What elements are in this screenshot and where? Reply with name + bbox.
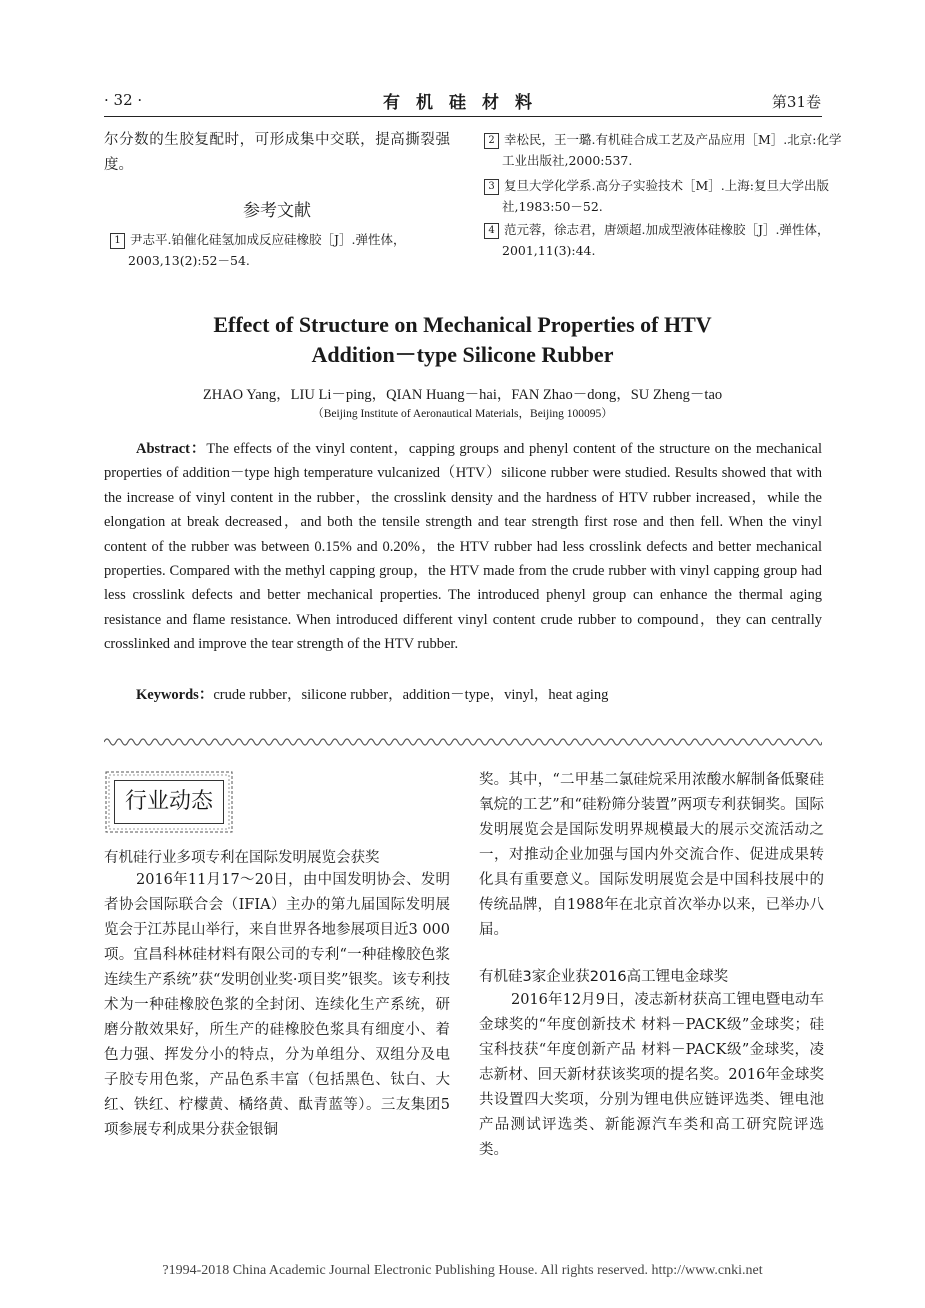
volume-label: 第31卷 — [771, 93, 821, 111]
abstract — [104, 437, 822, 657]
abstract-text: The effects of the vinyl content，capping groups and phenyl content of the structure on the mechanical properties of addition－type high temperature vulcanized（HTV）silicone rubber were studied. Results showed that with the increase of vinyl content in the rubber，the crosslink density and the hardness of HTV rubber increased，while the elongation at break decreased，and both the tensile strength and tear strength first rose and then fell. When the vinyl content of the rubber was between 0.15% and 0.20%，the HTV rubber had less crosslink defects and better mechanical properties. Compared with the methyl capping group，the HTV made from the crude rubber with vinyl capping group had less crosslink defects and better mechanical properties. The introduced phenyl group can enhance the thermal aging resistance and flame resistance. When introduced different vinyl content crude rubber to compound，they can centrally crosslinked and improve the tear strength of the HTV rubber. — [104, 441, 822, 653]
english-title-line2: Addition－type Silicone Rubber — [311, 342, 614, 367]
news-item2-title: 有机硅3家企业获2016高工锂电金球奖 — [479, 969, 729, 985]
reference-number: 4 — [484, 223, 499, 239]
reference-text: 复旦大学化学系.高分子实验技术［M］.上海:复旦大学出版社,1983:50－52. — [502, 178, 829, 214]
reference-item — [484, 130, 842, 171]
reference-text: 幸松民，王一璐.有机硅合成工艺及产品应用［M］.北京:化学工业出版社,2000:537. — [502, 132, 842, 168]
copyright-footer: ?1994-2018 China Academic Journal Electronic Publishing House. All rights reserved. http://www.cnki.net — [162, 1263, 763, 1278]
reference-item — [110, 230, 468, 271]
reference-item — [484, 176, 842, 217]
news-section-box — [104, 770, 234, 834]
journal-name: 有机硅材料 — [383, 93, 548, 113]
wavy-separator — [104, 736, 822, 748]
authors: ZHAO Yang，LIU Li－ping，QIAN Huang－hai，FAN Zhao－dong，SU Zheng－tao — [202, 387, 723, 403]
keywords-label: Keywords： — [136, 687, 214, 703]
news-item2-body: 2016年12月9日，凌志新材获高工锂电暨电动车金球奖的“年度创新技术 材料－PACK级”金球奖；硅宝科技获“年度创新产品 材料－PACK级”金球奖，凌志新材、回天新材获该奖项的提名奖。2016年金球奖共设置四大奖项，分别为锂电供应链评选类、锂电池产品测试评选类、新能源汽车类和高工研究院评选类。 — [479, 992, 824, 1158]
news-item1-body-right: 奖。其中，“二甲基二氯硅烷采用浓酸水解制备低聚硅氧烷的工艺”和“硅粉筛分装置”两项专利获铜奖。国际发明展览会是国际发明界规模最大的展示交流活动之一，对推动企业加强与国内外交流合作、促进成果转化具有重要意义。国际发明展览会是中国科技展中的传统品牌，自1988年在北京首次举办以来，已举办八届。 — [479, 772, 824, 938]
page-number: · 32 · — [104, 91, 143, 109]
english-title-line1: Effect of Structure on Mechanical Properties of HTV — [213, 312, 712, 337]
news-item1-body-left: 2016年11月17～20日，由中国发明协会、发明者协会国际联合会（IFIA）主办的第九届国际发明展览会于江苏昆山举行，来自世界各地参展项目近3 000项。宜昌科林硅材料有限公司的专利“一种硅橡胶色浆连续生产系统”获“发明创业奖·项目奖”银奖。该专利技术为一种硅橡胶色浆的全封闭、连续化生产系统，研磨分散效果好，所生产的硅橡胶色浆具有细度小、着色力强、挥发分小的特点，分为单组分、双组分及电子胶专用色浆，产品色系丰富（包括黑色、钛白、大红、铁红、柠檬黄、橘络黄、酞青蓝等）。三友集团5项参展专利成果分获金银铜 — [104, 872, 451, 1138]
header-rule — [104, 116, 822, 117]
reference-text: 尹志平.铂催化硅氢加成反应硅橡胶［J］.弹性体，2003,13(2):52－54. — [128, 232, 406, 268]
reference-text: 范元蓉，徐志君，唐颂超.加成型液体硅橡胶［J］.弹性体，2001,11(3):44. — [502, 222, 830, 258]
affiliation: （Beijing Institute of Aeronautical Materials，Beijing 100095） — [312, 408, 613, 420]
news-item1-title: 有机硅行业多项专利在国际发明展览会获奖 — [104, 850, 380, 866]
reference-item — [484, 220, 842, 261]
continuation-text: 尔分数的生胶复配时，可形成集中交联，提高撕裂强度。 — [104, 132, 450, 173]
keywords — [136, 683, 608, 704]
reference-number: 3 — [484, 179, 499, 195]
keywords-text: crude rubber，silicone rubber，addition－type，vinyl，heat aging — [213, 687, 609, 703]
abstract-label: Abstract： — [136, 441, 207, 457]
news-section-title: 行业动态 — [114, 780, 224, 824]
reference-number: 1 — [110, 233, 125, 249]
references-heading: 参考文献 — [243, 201, 311, 221]
reference-number: 2 — [484, 133, 499, 149]
